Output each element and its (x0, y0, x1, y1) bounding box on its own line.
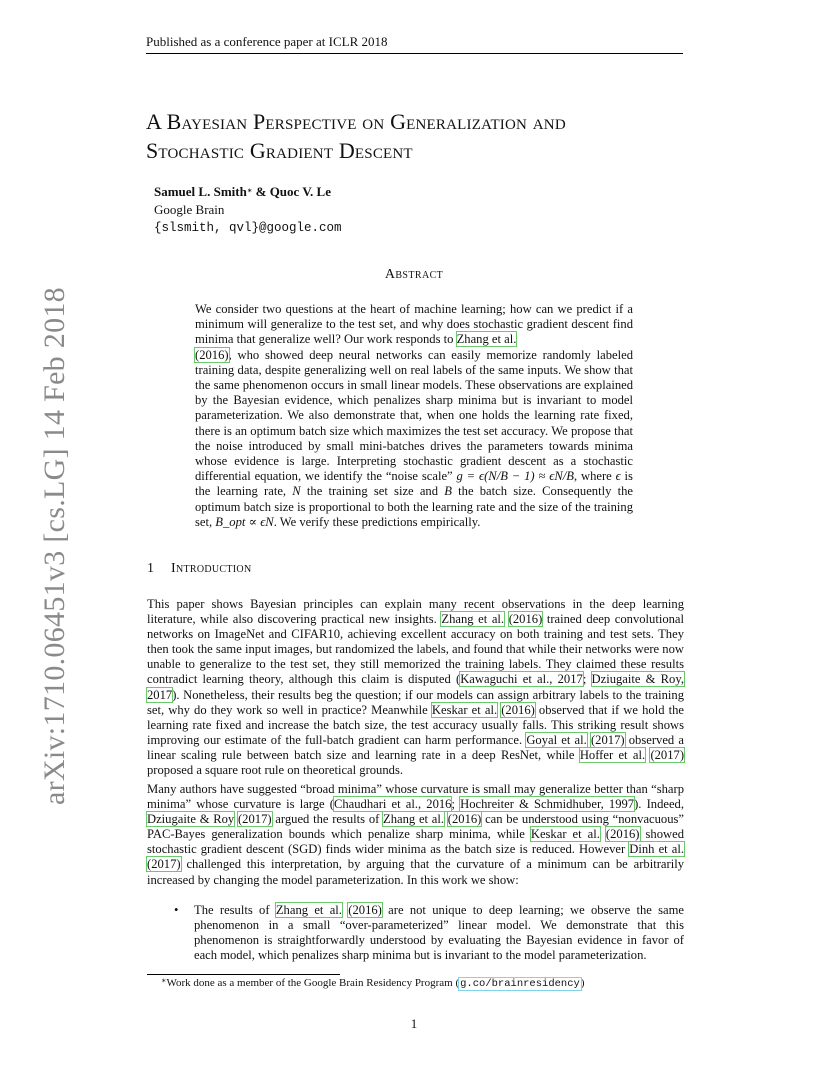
citation-link[interactable]: Hochreiter & Schmidhuber, 1997 (460, 797, 635, 812)
math-expression: B_opt ∝ ϵN (215, 514, 274, 529)
paragraph-text: ). Indeed, (634, 797, 684, 812)
arxiv-stamp: arXiv:1710.06451v3 [cs.LG] 14 Feb 2018 (38, 287, 71, 806)
paragraph-text: showed stochastic gradient descent (SGD) finds wider minima as the batch size is reduced. However (147, 827, 685, 857)
paragraph-text: can be understood using “nonvacuous” PAC-Bayes generalization bounds which penalize sharp minima, while (147, 812, 685, 842)
paragraph-text: are not unique to deep learning; we observe the same phenomenon in a small “over-parameterized” linear model. We demonstrate that this phenomenon is straightforwardly understood by evaluating the Bayesian evidence in favor of each model, which penalizes sharp minima but is invariant to the model parameterization. (194, 903, 685, 963)
bullet-marker: • (174, 903, 179, 917)
footnote-url-link[interactable]: g.co/brainresidency (460, 978, 580, 990)
citation-link[interactable]: Dinh et al. (629, 842, 684, 857)
citation-link[interactable]: Keskar et al. (431, 702, 498, 717)
author-email: {slsmith, qvl}@google.com (154, 221, 342, 235)
citation-link[interactable]: Zhang et al. (456, 332, 517, 347)
citation-link[interactable]: Dziugaite & Roy, 2017 (147, 672, 684, 702)
citation-year-link[interactable]: (2016) (447, 812, 482, 827)
footnote-mark: ∗ (161, 976, 167, 985)
paragraph-text: observed that if we hold the learning rate fixed and increase the batch size, the test accuracy usually falls. This striking result shows improving our estimate of the full-batch gradient can harm performance. (147, 702, 684, 747)
author-name-1: Samuel L. Smith (154, 184, 247, 199)
paragraph-text: argued the results of (271, 812, 384, 827)
paragraph-text: This paper shows Bayesian principles can explain many recent observations in the deep learning literature, while also discovering practical new insights. (147, 597, 684, 627)
abstract-text: , where (573, 469, 616, 484)
section-title: Introduction (171, 561, 252, 576)
footnote-text: Work done as a member of the Google Brain Residency Program ( (166, 977, 460, 989)
math-expression: g = ϵ(N/B − 1) ≈ ϵN/B (456, 469, 574, 484)
paragraph-text: trained deep convolutional networks on ImageNet and CIFAR10, achieving excellent accuracy on both training and test sets. They then took the same input images, but randomized the labels, and found that while their networks were now unable to generalize to the test set, they still memorized the training labels. They claimed these results contradict learning theory, although this claim is disputed ( (147, 612, 685, 687)
footnote-rule (147, 974, 340, 975)
citation-year-link[interactable]: (2017) (650, 747, 685, 762)
citation-year-link[interactable]: (2016) (195, 347, 229, 362)
abstract-heading: Abstract (384, 267, 444, 282)
citation-link[interactable]: Kawaguchi et al., 2017 (460, 672, 583, 687)
abstract-text: , who showed deep neural networks can easily memorize randomly labeled training data, despite generalizing well on real labels of the same inputs. We show that the same phenomenon occurs in small linear models. These observations are explained by the Bayesian evidence, which penalizes sharp minima but is invariant to model parameterization. We also demonstrate that, when one holds the learning rate fixed, there is an optimum batch size which maximizes the test set accuracy. We propose that the noise introduced by small mini-batches drives the parameters towards minima whose evidence is large. Interpreting stochastic gradient descent as a stochastic differential equation, we identify the “noise scale” (195, 347, 633, 484)
paragraph-text: challenged this interpretation, by arguing that the curvature of a minimum can be arbitrarily increased by changing the model parameterization. In this work we show: (147, 857, 684, 887)
bullet-text (194, 903, 684, 963)
author-name-2: & Quoc V. Le (252, 184, 331, 199)
paragraph-text: ). Nonetheless, their results beg the question; if our models can assign arbitrary labels to the training set, why do they work so well in practice? Meanwhile (147, 687, 684, 717)
author-names (154, 183, 342, 201)
citation-year-link[interactable]: (2016) (501, 702, 535, 717)
page-number: 1 (410, 1016, 418, 1031)
citation-year-link[interactable]: (2016) (605, 827, 640, 842)
abstract-text: the batch size. Consequently the optimum batch size is proportional to both the learning rate and the size of the training set, (195, 484, 633, 529)
citation-link[interactable]: Zhang et al. (275, 903, 342, 917)
paragraph-text: proposed a square root rule on theoretical grounds. (147, 763, 403, 778)
math-symbol: ϵ (615, 469, 621, 484)
paragraph-text: ; (582, 672, 592, 687)
paragraph-text: observed a linear scaling rule between batch size and learning rate in a deep ResNet, while (147, 732, 684, 762)
citation-link[interactable]: Hoffer et al. (579, 747, 646, 762)
citation-link[interactable]: Goyal et al. (526, 732, 587, 747)
paper-title (146, 107, 706, 165)
section-heading (147, 561, 251, 577)
math-symbol: N (292, 484, 301, 499)
footnote-marker[interactable]: ∗ (246, 186, 253, 195)
abstract-text: We consider two questions at the heart of machine learning; how can we predict if a minimum will generalize to the test set, and why does stochastic gradient descent find minima that generalize well? Our work responds to (195, 302, 633, 347)
title-line-2: Stochastic Gradient Descent (146, 138, 413, 163)
citation-year-link[interactable]: (2016) (348, 903, 382, 917)
paragraph-text: Many authors have suggested “broad minima” whose curvature is small may generalize better than “sharp minima” whose curvature is large ( (147, 782, 684, 812)
paragraph-text: The results of (194, 903, 276, 917)
citation-year-link[interactable]: (2017) (237, 812, 272, 827)
citation-link[interactable]: Dziugaite & Roy (147, 812, 235, 827)
contribution-bullet (174, 903, 684, 963)
header-rule (146, 53, 683, 54)
intro-paragraph-1 (147, 597, 684, 778)
footnote (161, 977, 585, 990)
section-number: 1 (147, 561, 155, 576)
citation-link[interactable]: Zhang et al. (441, 612, 505, 627)
abstract-text: the training set size and (300, 484, 445, 499)
affiliation: Google Brain (154, 202, 225, 217)
citation-year-link[interactable]: (2016) (508, 612, 543, 627)
citation-year-link[interactable]: (2017) (590, 732, 625, 747)
footnote-close: ) (580, 977, 585, 989)
citation-year-link[interactable]: (2017) (147, 857, 181, 872)
running-head: Published as a conference paper at ICLR 2018 (146, 34, 388, 49)
intro-paragraph-2 (147, 782, 684, 888)
citation-link[interactable]: Keskar et al. (530, 827, 600, 842)
title-line-1: A Bayesian Perspective on Generalization and (146, 109, 566, 134)
abstract-text: is the learning rate, (195, 469, 633, 499)
paragraph-text: ; (451, 797, 461, 812)
abstract-text: . We verify these predictions empirically. (273, 514, 481, 529)
citation-link[interactable]: Zhang et al. (383, 812, 445, 827)
author-block (154, 183, 342, 237)
abstract-body (195, 302, 633, 530)
math-symbol: B (444, 484, 452, 499)
citation-link[interactable]: Chaudhari et al., 2016 (333, 797, 452, 812)
